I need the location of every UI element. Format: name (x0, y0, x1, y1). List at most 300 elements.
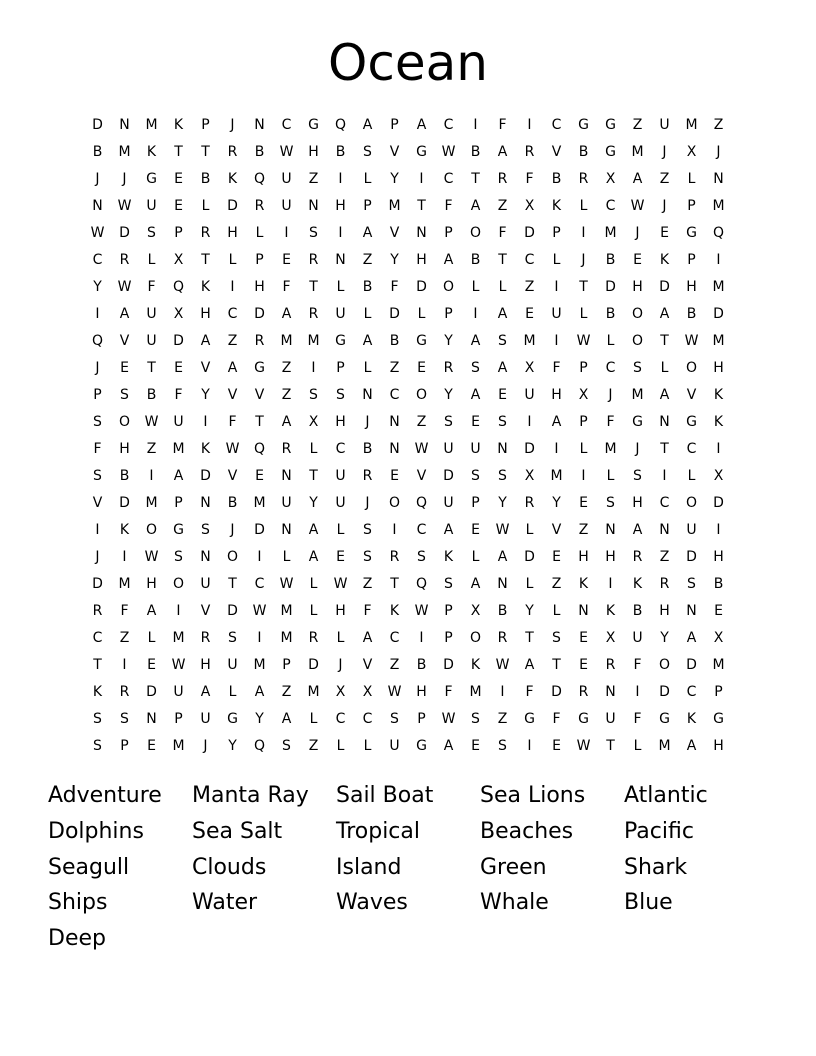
grid-letter[interactable]: H (119, 441, 130, 457)
grid-letter[interactable]: A (632, 171, 643, 187)
grid-letter[interactable]: X (362, 684, 373, 700)
grid-letter[interactable]: N (254, 117, 265, 133)
grid-letter[interactable]: P (363, 198, 372, 214)
grid-letter[interactable]: D (308, 657, 319, 673)
grid-letter[interactable]: S (498, 738, 507, 754)
grid-letter[interactable]: N (605, 522, 616, 538)
grid-letter[interactable]: L (363, 738, 372, 754)
grid-letter[interactable]: S (552, 630, 561, 646)
grid-letter[interactable]: U (551, 306, 562, 322)
grid-letter[interactable]: L (552, 252, 561, 268)
grid-letter[interactable]: A (416, 117, 427, 133)
grid-letter[interactable]: D (146, 684, 157, 700)
grid-letter[interactable]: J (203, 738, 208, 754)
grid-letter[interactable]: W (144, 414, 159, 430)
grid-letter[interactable]: E (633, 252, 642, 268)
grid-letter[interactable]: A (551, 414, 562, 430)
grid-letter[interactable]: N (389, 414, 400, 430)
grid-letter[interactable]: A (497, 144, 508, 160)
grid-letter[interactable]: D (524, 549, 535, 565)
grid-letter[interactable]: C (443, 171, 454, 187)
grid-letter[interactable]: K (200, 441, 211, 457)
grid-letter[interactable]: I (527, 414, 532, 430)
grid-letter[interactable]: R (308, 306, 319, 322)
grid-letter[interactable]: M (280, 630, 293, 646)
grid-letter[interactable]: G (605, 117, 616, 133)
grid-letter[interactable]: E (282, 252, 291, 268)
grid-letter[interactable]: E (120, 360, 129, 376)
grid-letter[interactable]: G (308, 117, 319, 133)
grid-letter[interactable]: S (93, 414, 102, 430)
grid-letter[interactable]: M (604, 441, 617, 457)
grid-letter[interactable]: M (145, 117, 158, 133)
grid-letter[interactable]: H (578, 549, 589, 565)
grid-letter[interactable]: W (333, 576, 348, 592)
grid-letter[interactable]: S (498, 333, 507, 349)
grid-letter[interactable]: G (335, 333, 346, 349)
grid-letter[interactable]: K (713, 414, 724, 430)
grid-letter[interactable]: X (524, 468, 535, 484)
grid-letter[interactable]: R (254, 198, 265, 214)
grid-letter[interactable]: G (416, 144, 427, 160)
grid-letter[interactable]: Q (253, 171, 266, 187)
grid-letter[interactable]: G (605, 144, 616, 160)
grid-letter[interactable]: P (444, 225, 453, 241)
grid-letter[interactable]: K (146, 144, 157, 160)
grid-letter[interactable]: M (118, 576, 131, 592)
grid-letter[interactable]: G (254, 360, 265, 376)
grid-letter[interactable]: O (172, 576, 185, 592)
grid-letter[interactable]: K (173, 117, 184, 133)
grid-letter[interactable]: L (336, 522, 345, 538)
grid-letter[interactable]: D (686, 549, 697, 565)
grid-letter[interactable]: U (281, 198, 292, 214)
grid-letter[interactable]: L (606, 468, 615, 484)
grid-letter[interactable]: I (419, 630, 424, 646)
grid-letter[interactable]: D (524, 225, 535, 241)
grid-letter[interactable]: E (471, 738, 480, 754)
grid-letter[interactable]: P (93, 387, 102, 403)
grid-letter[interactable]: I (230, 279, 235, 295)
grid-letter[interactable]: C (443, 117, 454, 133)
grid-letter[interactable]: A (308, 549, 319, 565)
grid-letter[interactable]: Z (308, 171, 319, 187)
grid-letter[interactable]: Z (389, 360, 400, 376)
grid-letter[interactable]: X (470, 603, 481, 619)
grid-letter[interactable]: P (417, 711, 426, 727)
grid-letter[interactable]: R (605, 657, 616, 673)
grid-letter[interactable]: Z (497, 198, 508, 214)
grid-letter[interactable]: Y (552, 495, 561, 511)
grid-letter[interactable]: Y (444, 333, 453, 349)
grid-letter[interactable]: X (713, 468, 724, 484)
grid-letter[interactable]: L (228, 684, 237, 700)
grid-letter[interactable]: X (713, 630, 724, 646)
grid-letter[interactable]: A (254, 684, 265, 700)
grid-letter[interactable]: M (658, 738, 671, 754)
grid-letter[interactable]: T (93, 657, 102, 673)
grid-letter[interactable]: B (605, 252, 616, 268)
grid-letter[interactable]: S (687, 576, 696, 592)
grid-letter[interactable]: A (281, 414, 292, 430)
grid-letter[interactable]: Y (228, 738, 237, 754)
grid-letter[interactable]: I (581, 468, 586, 484)
grid-letter[interactable]: P (714, 684, 723, 700)
grid-letter[interactable]: L (309, 576, 318, 592)
grid-letter[interactable]: M (118, 144, 131, 160)
grid-letter[interactable]: S (363, 522, 372, 538)
grid-letter[interactable]: J (365, 495, 370, 511)
grid-letter[interactable]: E (174, 171, 183, 187)
grid-letter[interactable]: J (365, 414, 370, 430)
grid-letter[interactable]: L (498, 279, 507, 295)
grid-letter[interactable]: B (686, 306, 697, 322)
grid-letter[interactable]: U (146, 333, 157, 349)
grid-letter[interactable]: S (120, 711, 129, 727)
grid-letter[interactable]: O (685, 360, 698, 376)
grid-letter[interactable]: F (444, 684, 453, 700)
grid-letter[interactable]: Z (551, 576, 562, 592)
grid-letter[interactable]: C (92, 252, 103, 268)
grid-letter[interactable]: R (227, 144, 238, 160)
grid-letter[interactable]: A (659, 306, 670, 322)
grid-letter[interactable]: H (686, 279, 697, 295)
grid-letter[interactable]: L (525, 576, 534, 592)
grid-letter[interactable]: T (579, 279, 588, 295)
grid-letter[interactable]: I (122, 549, 127, 565)
grid-letter[interactable]: E (579, 495, 588, 511)
grid-letter[interactable]: D (605, 279, 616, 295)
grid-letter[interactable]: P (579, 360, 588, 376)
grid-letter[interactable]: C (659, 495, 670, 511)
grid-letter[interactable]: S (471, 711, 480, 727)
grid-letter[interactable]: Q (91, 333, 104, 349)
grid-letter[interactable]: R (578, 684, 589, 700)
grid-letter[interactable]: M (307, 684, 320, 700)
grid-letter[interactable]: P (174, 495, 183, 511)
grid-letter[interactable]: E (552, 738, 561, 754)
grid-letter[interactable]: A (362, 117, 373, 133)
grid-letter[interactable]: E (147, 657, 156, 673)
grid-letter[interactable]: D (443, 657, 454, 673)
grid-letter[interactable]: X (524, 198, 535, 214)
grid-letter[interactable]: V (389, 144, 400, 160)
grid-letter[interactable]: W (441, 711, 456, 727)
grid-letter[interactable]: Z (362, 252, 373, 268)
grid-letter[interactable]: B (146, 387, 157, 403)
grid-letter[interactable]: E (174, 198, 183, 214)
grid-letter[interactable]: N (335, 252, 346, 268)
grid-letter[interactable]: I (419, 171, 424, 187)
grid-letter[interactable]: S (498, 468, 507, 484)
grid-letter[interactable]: R (119, 252, 130, 268)
grid-letter[interactable]: D (119, 225, 130, 241)
grid-letter[interactable]: W (495, 657, 510, 673)
grid-letter[interactable]: B (335, 144, 346, 160)
grid-letter[interactable]: M (631, 387, 644, 403)
grid-letter[interactable]: O (442, 279, 455, 295)
grid-letter[interactable]: U (200, 711, 211, 727)
grid-letter[interactable]: K (92, 684, 103, 700)
grid-letter[interactable]: S (174, 549, 183, 565)
grid-letter[interactable]: V (200, 360, 211, 376)
grid-letter[interactable]: F (93, 441, 102, 457)
grid-letter[interactable]: H (146, 576, 157, 592)
grid-letter[interactable]: N (389, 441, 400, 457)
grid-letter[interactable]: A (659, 387, 670, 403)
grid-letter[interactable]: S (120, 387, 129, 403)
grid-letter[interactable]: G (686, 225, 697, 241)
grid-letter[interactable]: Y (390, 171, 399, 187)
grid-letter[interactable]: A (470, 387, 481, 403)
grid-letter[interactable]: O (685, 495, 698, 511)
grid-letter[interactable]: A (443, 252, 454, 268)
grid-letter[interactable]: O (118, 414, 131, 430)
grid-letter[interactable]: E (390, 468, 399, 484)
grid-letter[interactable]: U (335, 495, 346, 511)
grid-letter[interactable]: W (225, 441, 240, 457)
grid-letter[interactable]: R (632, 549, 643, 565)
grid-letter[interactable]: Z (632, 117, 643, 133)
grid-letter[interactable]: D (227, 603, 238, 619)
grid-letter[interactable]: L (633, 738, 642, 754)
grid-letter[interactable]: M (712, 333, 725, 349)
grid-letter[interactable]: R (362, 468, 373, 484)
grid-letter[interactable]: K (551, 198, 562, 214)
grid-letter[interactable]: F (228, 414, 237, 430)
grid-letter[interactable]: Y (93, 279, 102, 295)
grid-letter[interactable]: R (308, 252, 319, 268)
grid-letter[interactable]: P (390, 117, 399, 133)
grid-letter[interactable]: I (122, 657, 127, 673)
grid-letter[interactable]: V (686, 387, 697, 403)
grid-letter[interactable]: B (227, 495, 238, 511)
grid-letter[interactable]: D (200, 468, 211, 484)
grid-letter[interactable]: A (362, 630, 373, 646)
grid-letter[interactable]: D (119, 495, 130, 511)
grid-letter[interactable]: E (417, 360, 426, 376)
grid-letter[interactable]: M (712, 198, 725, 214)
grid-letter[interactable]: L (471, 279, 480, 295)
grid-letter[interactable]: X (605, 171, 616, 187)
grid-letter[interactable]: J (581, 252, 586, 268)
grid-letter[interactable]: X (335, 684, 346, 700)
grid-letter[interactable]: N (713, 171, 724, 187)
grid-letter[interactable]: C (389, 387, 400, 403)
grid-letter[interactable]: E (498, 387, 507, 403)
grid-letter[interactable]: E (471, 522, 480, 538)
grid-letter[interactable]: S (201, 522, 210, 538)
grid-letter[interactable]: Z (281, 360, 292, 376)
grid-letter[interactable]: A (362, 225, 373, 241)
grid-letter[interactable]: V (200, 603, 211, 619)
grid-letter[interactable]: A (281, 711, 292, 727)
grid-letter[interactable]: M (253, 657, 266, 673)
grid-letter[interactable]: V (227, 387, 238, 403)
grid-letter[interactable]: G (146, 171, 157, 187)
grid-letter[interactable]: W (117, 198, 132, 214)
grid-letter[interactable]: I (716, 252, 721, 268)
grid-letter[interactable]: Y (498, 495, 507, 511)
grid-letter[interactable]: U (227, 657, 238, 673)
grid-letter[interactable]: F (606, 414, 615, 430)
grid-letter[interactable]: I (311, 360, 316, 376)
grid-letter[interactable]: A (497, 360, 508, 376)
grid-letter[interactable]: S (228, 630, 237, 646)
grid-letter[interactable]: E (525, 306, 534, 322)
grid-letter[interactable]: I (716, 441, 721, 457)
grid-letter[interactable]: T (201, 144, 210, 160)
grid-letter[interactable]: F (282, 279, 291, 295)
grid-letter[interactable]: R (389, 549, 400, 565)
grid-letter[interactable]: U (200, 576, 211, 592)
grid-letter[interactable]: Z (713, 117, 724, 133)
grid-letter[interactable]: R (119, 684, 130, 700)
grid-letter[interactable]: B (551, 171, 562, 187)
grid-letter[interactable]: P (687, 252, 696, 268)
grid-letter[interactable]: H (254, 279, 265, 295)
grid-letter[interactable]: Y (201, 387, 210, 403)
grid-letter[interactable]: P (255, 252, 264, 268)
grid-letter[interactable]: H (659, 603, 670, 619)
grid-letter[interactable]: T (498, 252, 507, 268)
grid-letter[interactable]: M (712, 657, 725, 673)
grid-letter[interactable]: S (93, 738, 102, 754)
grid-letter[interactable]: A (443, 738, 454, 754)
grid-letter[interactable]: R (578, 171, 589, 187)
grid-letter[interactable]: I (338, 225, 343, 241)
grid-letter[interactable]: I (473, 306, 478, 322)
grid-letter[interactable]: U (173, 414, 184, 430)
grid-letter[interactable]: V (227, 468, 238, 484)
grid-letter[interactable]: A (200, 333, 211, 349)
grid-letter[interactable]: H (335, 198, 346, 214)
grid-letter[interactable]: L (687, 171, 696, 187)
grid-letter[interactable]: L (201, 198, 210, 214)
grid-letter[interactable]: L (147, 252, 156, 268)
grid-letter[interactable]: D (254, 522, 265, 538)
grid-letter[interactable]: T (552, 657, 561, 673)
grid-letter[interactable]: H (200, 306, 211, 322)
grid-letter[interactable]: N (686, 603, 697, 619)
grid-letter[interactable]: O (469, 225, 482, 241)
grid-letter[interactable]: Z (659, 171, 670, 187)
grid-letter[interactable]: H (227, 225, 238, 241)
grid-letter[interactable]: M (712, 279, 725, 295)
grid-letter[interactable]: T (660, 333, 669, 349)
grid-letter[interactable]: X (173, 252, 184, 268)
grid-letter[interactable]: U (173, 684, 184, 700)
grid-letter[interactable]: P (174, 225, 183, 241)
grid-letter[interactable]: M (172, 630, 185, 646)
grid-letter[interactable]: X (686, 144, 697, 160)
grid-letter[interactable]: I (554, 441, 559, 457)
grid-letter[interactable]: K (605, 603, 616, 619)
grid-letter[interactable]: J (635, 441, 640, 457)
grid-letter[interactable]: X (308, 414, 319, 430)
grid-letter[interactable]: R (281, 441, 292, 457)
grid-letter[interactable]: A (227, 360, 238, 376)
grid-letter[interactable]: B (119, 468, 130, 484)
grid-letter[interactable]: T (660, 441, 669, 457)
grid-letter[interactable]: I (338, 171, 343, 187)
grid-letter[interactable]: M (280, 333, 293, 349)
grid-letter[interactable]: F (147, 279, 156, 295)
grid-letter[interactable]: R (443, 360, 454, 376)
grid-letter[interactable]: Z (497, 711, 508, 727)
grid-letter[interactable]: L (336, 630, 345, 646)
grid-letter[interactable]: S (498, 414, 507, 430)
grid-letter[interactable]: Z (524, 279, 535, 295)
grid-letter[interactable]: P (336, 360, 345, 376)
grid-letter[interactable]: R (200, 225, 211, 241)
grid-letter[interactable]: E (660, 225, 669, 241)
grid-letter[interactable]: E (579, 630, 588, 646)
grid-letter[interactable]: S (471, 360, 480, 376)
grid-letter[interactable]: I (203, 414, 208, 430)
grid-letter[interactable]: H (713, 360, 724, 376)
grid-letter[interactable]: L (687, 468, 696, 484)
grid-letter[interactable]: F (390, 279, 399, 295)
grid-letter[interactable]: V (389, 225, 400, 241)
grid-letter[interactable]: W (576, 333, 591, 349)
grid-letter[interactable]: H (416, 252, 427, 268)
grid-letter[interactable]: H (200, 657, 211, 673)
grid-letter[interactable]: M (172, 441, 185, 457)
grid-letter[interactable]: C (335, 441, 346, 457)
grid-letter[interactable]: U (632, 630, 643, 646)
grid-letter[interactable]: C (362, 711, 373, 727)
grid-letter[interactable]: O (226, 549, 239, 565)
grid-letter[interactable]: A (497, 306, 508, 322)
grid-letter[interactable]: W (144, 549, 159, 565)
grid-letter[interactable]: C (92, 630, 103, 646)
grid-letter[interactable]: Y (390, 252, 399, 268)
grid-letter[interactable]: C (254, 576, 265, 592)
grid-letter[interactable]: W (414, 441, 429, 457)
grid-letter[interactable]: I (95, 306, 100, 322)
grid-letter[interactable]: L (606, 333, 615, 349)
grid-letter[interactable]: U (443, 495, 454, 511)
grid-letter[interactable]: J (230, 117, 235, 133)
grid-letter[interactable]: R (92, 603, 103, 619)
grid-letter[interactable]: C (227, 306, 238, 322)
grid-letter[interactable]: S (417, 549, 426, 565)
grid-letter[interactable]: D (551, 684, 562, 700)
grid-letter[interactable]: U (605, 711, 616, 727)
grid-letter[interactable]: I (392, 522, 397, 538)
grid-letter[interactable]: I (149, 468, 154, 484)
grid-letter[interactable]: B (578, 144, 589, 160)
grid-letter[interactable]: R (200, 630, 211, 646)
grid-letter[interactable]: C (686, 441, 697, 457)
grid-letter[interactable]: R (524, 495, 535, 511)
grid-letter[interactable]: Z (281, 684, 292, 700)
grid-letter[interactable]: M (685, 117, 698, 133)
grid-letter[interactable]: T (525, 630, 534, 646)
grid-letter[interactable]: V (254, 387, 265, 403)
grid-letter[interactable]: N (659, 522, 670, 538)
grid-letter[interactable]: M (307, 333, 320, 349)
grid-letter[interactable]: Y (444, 387, 453, 403)
grid-letter[interactable]: C (605, 360, 616, 376)
grid-letter[interactable]: P (687, 198, 696, 214)
grid-letter[interactable]: A (362, 333, 373, 349)
grid-letter[interactable]: F (552, 360, 561, 376)
grid-letter[interactable]: M (631, 144, 644, 160)
grid-letter[interactable]: L (309, 441, 318, 457)
grid-letter[interactable]: X (524, 360, 535, 376)
